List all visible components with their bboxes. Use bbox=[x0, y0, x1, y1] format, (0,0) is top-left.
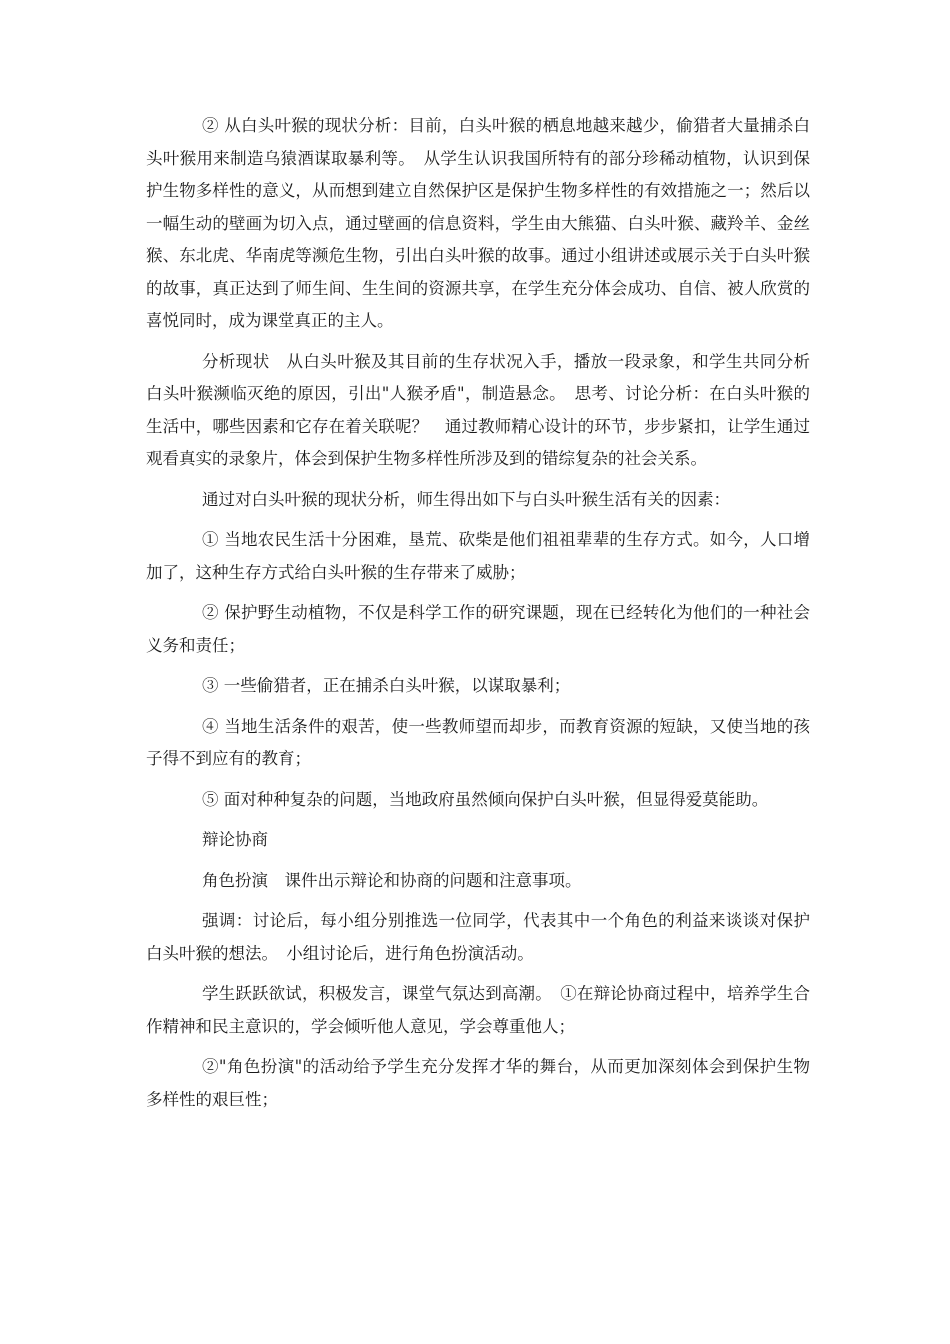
list-item-factor-4: ④ 当地生活条件的艰苦，使一些教师望而却步，而教育资源的短缺，又使当地的孩子得不到应有的教育； bbox=[146, 716, 810, 768]
paragraph-analyze-situation: 分析现状 从白头叶猴及其目前的生存状况入手，播放一段录象，和学生共同分析白头叶猴濒临灭绝的原因，引出"人猴矛盾"，制造悬念。 思考、讨论分析：在白头叶猴的生活中，哪些因素和它存在着关联呢？ 通过教师精心设计的环节，步步紧扣，让学生通过观看真实的录象片，体会到保护生物多样性所涉及到的错综复杂的社会关系。 bbox=[146, 351, 810, 468]
paragraph-status-analysis: ② 从白头叶猴的现状分析：目前，白头叶猴的栖息地越来越少，偷猎者大量捕杀白头叶猴用来制造乌猿酒谋取暴利等。 从学生认识我国所特有的部分珍稀动植物，认识到保护生物多样性的意义，从而想到建立自然保护区是保护生物多样性的有效措施之一；然后以一幅生动的壁画为切入点，通过壁画的信息资料，学生由大熊猫、白头叶猴、藏羚羊、金丝猴、东北虎、华南虎等濒危生物，引出白头叶猴的故事。通过小组讲述或展示关于白头叶猴的故事，真正达到了师生间、生生间的资源共享，在学生充分体会成功、自信、被人欣赏的喜悦同时，成为课堂真正的主人。 bbox=[146, 116, 810, 330]
section-heading-debate: 辩论协商 bbox=[202, 830, 268, 849]
paragraph-role-play-benefit: ②"角色扮演"的活动给予学生充分发挥才华的舞台，从而更加深刻体会到保护生物多样性的艰巨性； bbox=[146, 1057, 810, 1109]
document-page bbox=[146, 110, 810, 1124]
list-item-factor-2: ② 保护野生动植物，不仅是科学工作的研究课题，现在已经转化为他们的一种社会义务和责任； bbox=[146, 603, 810, 655]
paragraph-role-play: 角色扮演 课件出示辩论和协商的问题和注意事项。 bbox=[202, 870, 582, 890]
paragraph-factors-intro: 通过对白头叶猴的现状分析，师生得出如下与白头叶猴生活有关的因素： bbox=[202, 489, 730, 509]
paragraph-emphasis: 强调：讨论后，每小组分别推选一位同学，代表其中一个角色的利益来谈谈对保护白头叶猴的想法。 小组讨论后，进行角色扮演活动。 bbox=[146, 911, 810, 963]
list-item-factor-3: ③ 一些偷猎者，正在捕杀白头叶猴，以谋取暴利； bbox=[202, 676, 571, 695]
list-item-factor-5: ⑤ 面对种种复杂的问题，当地政府虽然倾向保护白头叶猴，但显得爱莫能助。 bbox=[202, 789, 769, 809]
list-item-factor-1: ① 当地农民生活十分困难，垦荒、砍柴是他们祖祖辈辈的生存方式。如今，人口增加了，这种生存方式给白头叶猴的生存带来了威胁； bbox=[146, 530, 810, 582]
paragraph-student-response: 学生跃跃欲试，积极发言，课堂气氛达到高潮。 ①在辩论协商过程中，培养学生合作精神和民主意识的，学会倾听他人意见，学会尊重他人； bbox=[146, 984, 810, 1036]
